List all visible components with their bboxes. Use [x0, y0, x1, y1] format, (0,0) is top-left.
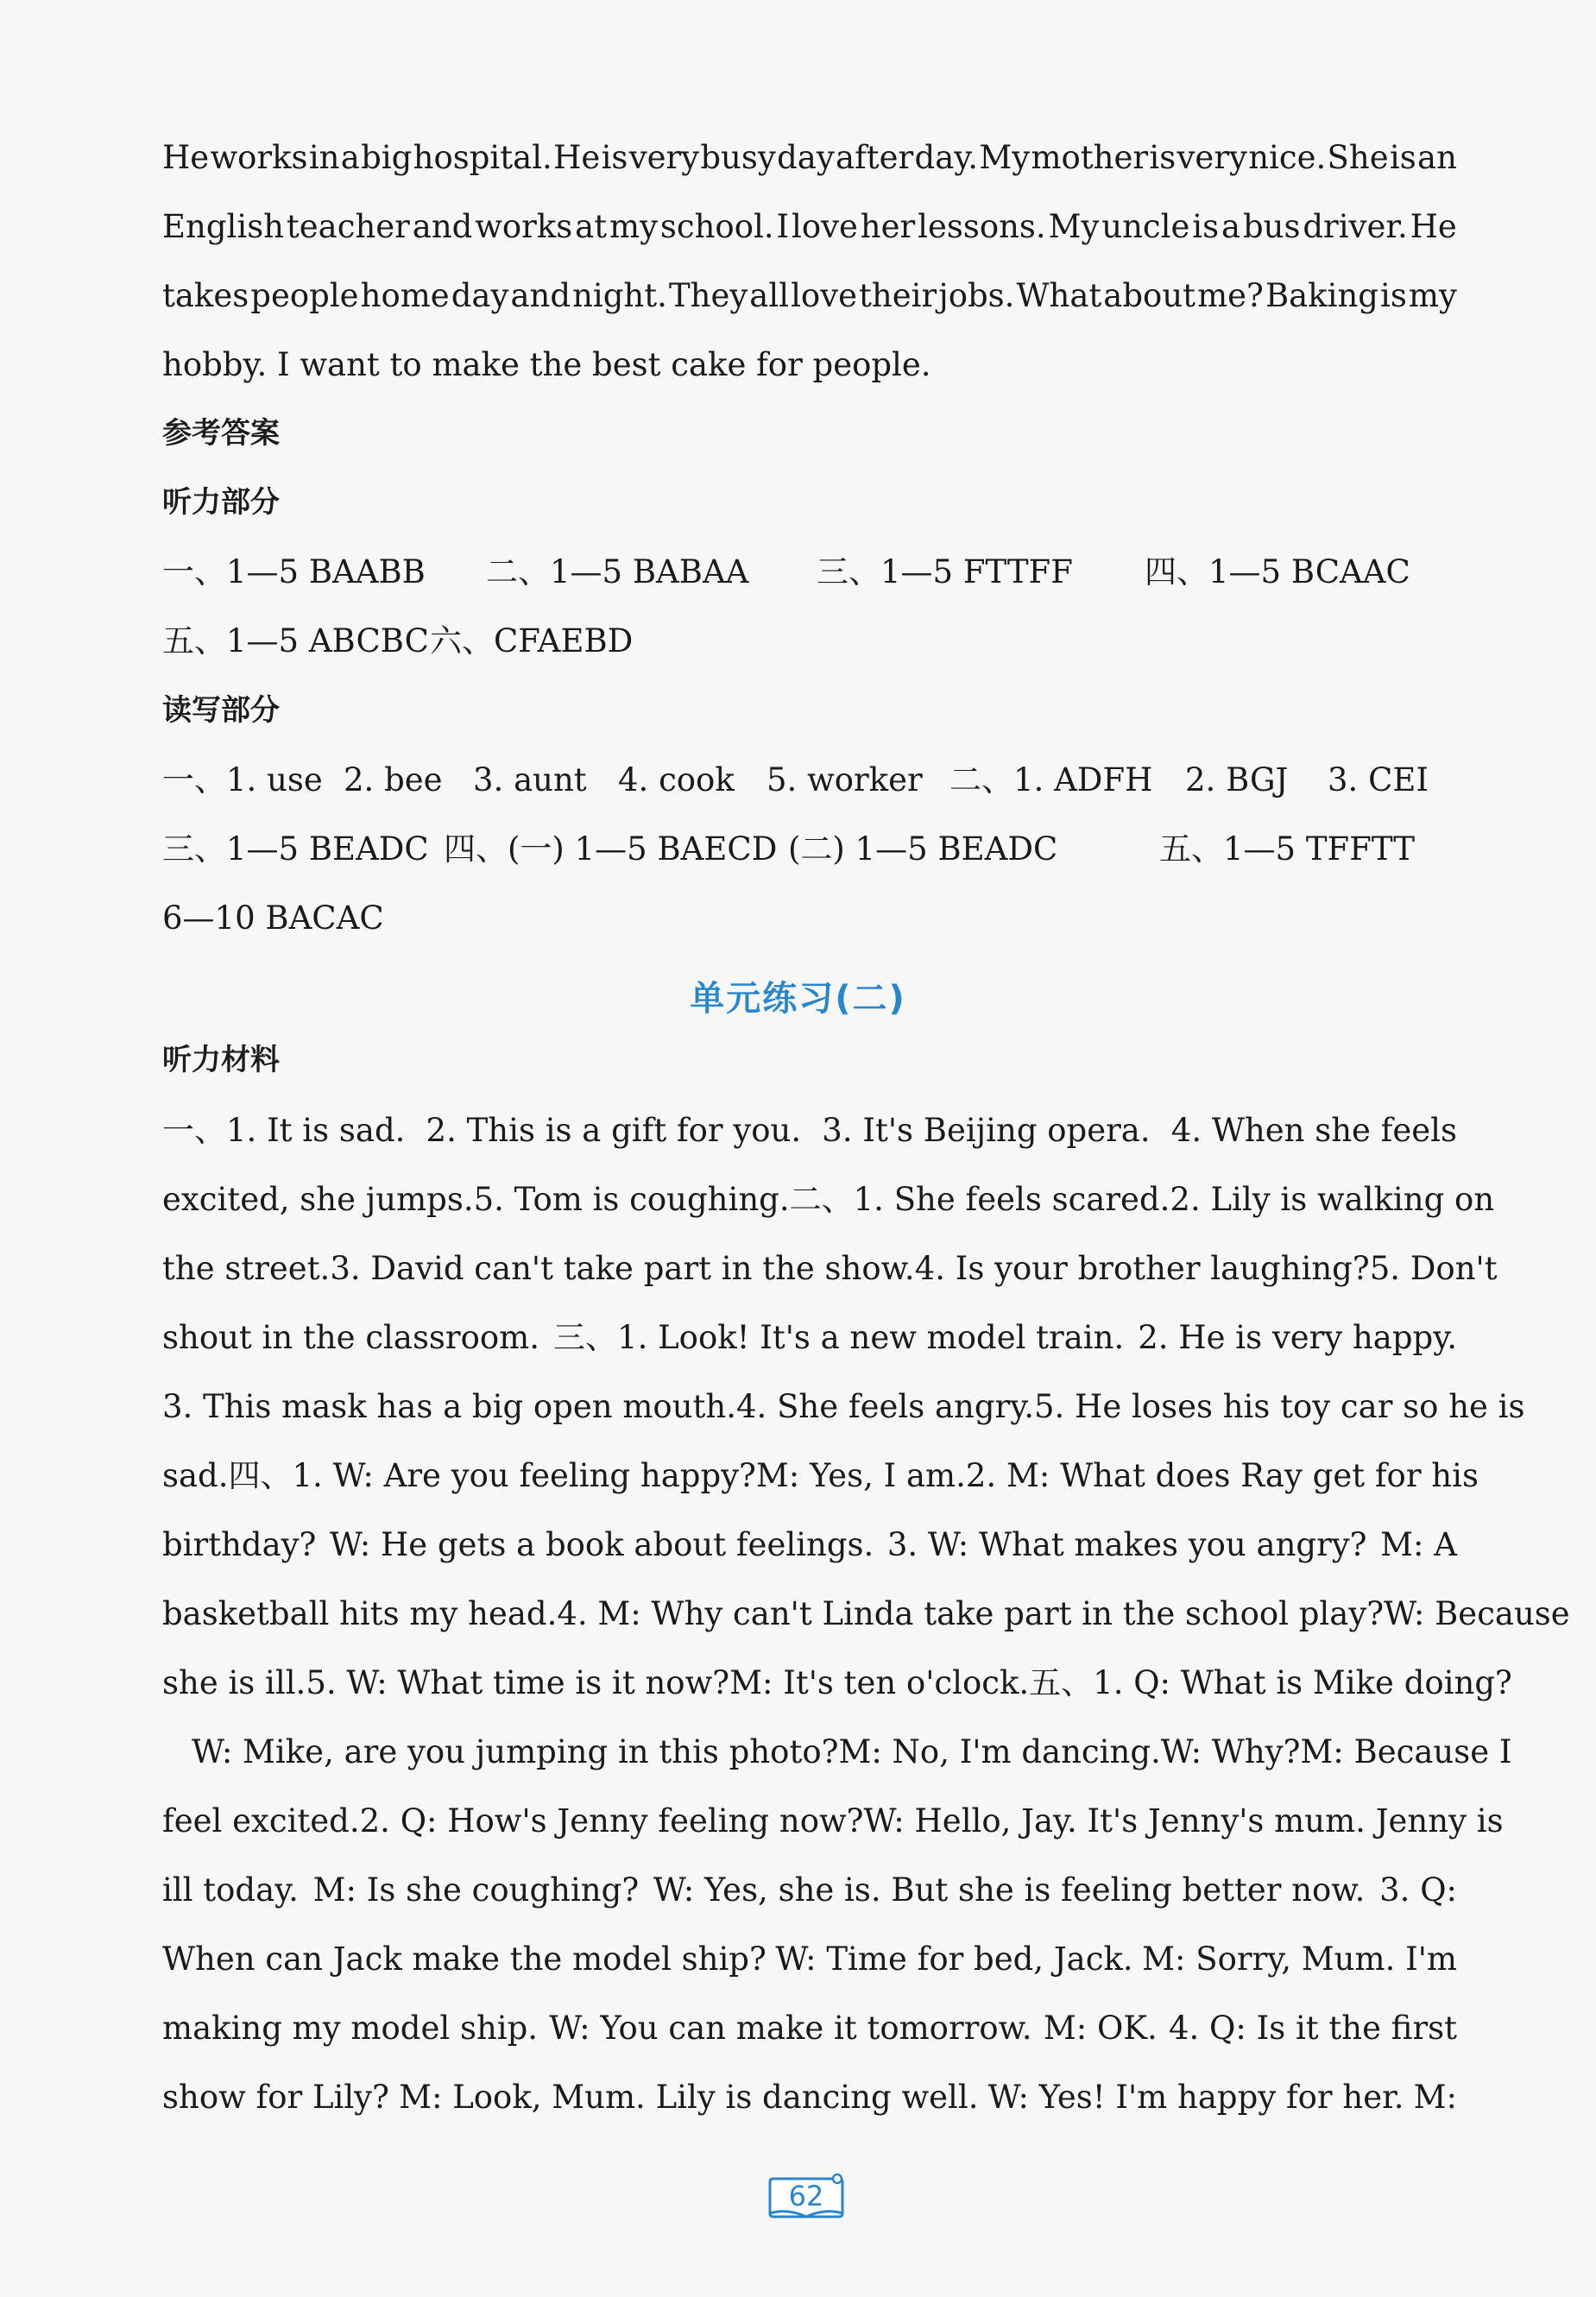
passage-word: love	[791, 277, 857, 314]
passage-word: lessons.	[918, 208, 1046, 245]
passage-word: What	[1016, 277, 1102, 314]
passage-word: English	[162, 208, 285, 245]
passage-line-2	[162, 210, 1457, 245]
rw-answer: 6—10 BACAC	[162, 899, 384, 937]
passage-word: My	[1048, 208, 1100, 245]
passage-word: They	[668, 277, 748, 314]
passage-word: in	[308, 139, 340, 176]
listening-answer: 三、1—5 FTTFF	[817, 553, 1073, 590]
material-line-12	[162, 1873, 1457, 1909]
passage-word: me?	[1197, 277, 1264, 314]
material-line-3	[162, 1250, 1498, 1287]
material-segment: M: No, I'm dancing.	[838, 1733, 1161, 1770]
passage-word: and	[412, 208, 473, 245]
passage-word: jobs.	[938, 277, 1015, 314]
listening-section-heading: 听力部分	[162, 485, 280, 520]
page-number-badge	[766, 2174, 846, 2222]
passage-word: is	[1149, 139, 1176, 176]
rw-answer: (二) 1—5 BEADC	[788, 830, 1058, 868]
passage-word: is	[601, 139, 628, 176]
material-line-1	[162, 1114, 1457, 1149]
passage-word: very	[1176, 139, 1247, 176]
passage-word: day	[777, 139, 835, 176]
passage-word: He	[553, 139, 601, 176]
passage-word: people	[250, 277, 359, 314]
passage-word: love	[791, 208, 858, 245]
material-segment: 5. He loses his toy car so he is	[1033, 1388, 1525, 1425]
rw-answer: 五、1—5 TFFTT	[1159, 830, 1415, 868]
rw-answer: 一、1. use	[162, 761, 323, 798]
listening-answer: 二、1—5 BABAA	[486, 553, 749, 590]
passage-word: after	[836, 139, 914, 176]
material-segment: 3. Q:	[1379, 1871, 1457, 1909]
passage-word: uncle	[1101, 208, 1190, 245]
material-line-6	[162, 1457, 1479, 1494]
material-line-14	[162, 2011, 1457, 2047]
passage-word: night.	[572, 277, 667, 314]
passage-word: works	[475, 208, 573, 245]
material-segment: 4. M: Why can't Linda take part in the school play?	[557, 1595, 1385, 1632]
material-segment: 四、1. W: Are you feeling happy?	[228, 1457, 756, 1494]
material-segment: M: Is she coughing?	[312, 1871, 640, 1909]
material-segment: 5. Don't	[1369, 1250, 1498, 1287]
material-segment: M: Yes, I am.	[755, 1457, 966, 1494]
passage-word: She	[1327, 139, 1389, 176]
rw-answer: 四、(一) 1—5 BAECD	[444, 830, 778, 868]
passage-word: busy	[700, 139, 776, 176]
unit-title: 单元练习(二)	[690, 979, 906, 1019]
material-segment: 4. When she feels	[1170, 1112, 1457, 1149]
passage-word: and	[510, 277, 571, 314]
passage-word: a	[340, 139, 360, 176]
passage-word: their	[859, 277, 937, 314]
passage-word: Baking	[1265, 277, 1378, 314]
material-segment: W: He gets a book about feelings.	[329, 1526, 874, 1563]
material-segment: 4. She feels angry.	[736, 1388, 1034, 1425]
material-segment: M: OK.	[1043, 2010, 1158, 2047]
passage-line-1	[162, 141, 1457, 176]
passage-word: a	[1221, 208, 1241, 245]
passage-word: driver.	[1303, 208, 1408, 245]
passage-word: He	[1410, 208, 1457, 245]
material-line-9	[162, 1664, 1512, 1701]
material-segment: 三、1. Look! It's a new model train.	[553, 1319, 1125, 1356]
listening-material-heading: 听力材料	[162, 1043, 280, 1077]
passage-word: My	[979, 139, 1031, 176]
material-segment: show for Lily?	[162, 2079, 389, 2116]
passage-word: is	[1192, 208, 1220, 245]
passage-word: day.	[914, 139, 979, 176]
material-line-11	[162, 1802, 1504, 1839]
material-segment: W: Time for bed, Jack.	[775, 1940, 1133, 1978]
material-segment: 一、1. It is sad.	[162, 1112, 406, 1149]
material-segment: feel excited.	[162, 1802, 360, 1839]
passage-word: is	[1389, 139, 1416, 176]
material-segment: W: Why?	[1160, 1733, 1301, 1770]
material-segment: 2. Lily is walking on	[1170, 1181, 1495, 1218]
rw-answer: 5. worker	[766, 761, 923, 798]
material-segment: birthday?	[162, 1526, 317, 1563]
material-segment: W: Yes, she is. But she is feeling better now.	[653, 1871, 1366, 1909]
material-segment: sad.	[162, 1457, 229, 1494]
passage-word: mother	[1031, 139, 1149, 176]
material-segment: M: A	[1380, 1526, 1457, 1563]
material-line-7	[162, 1528, 1457, 1563]
passage-word: home	[360, 277, 450, 314]
material-segment: 3. David can't take part in the show.	[330, 1250, 915, 1287]
answers-heading: 参考答案	[162, 416, 280, 451]
passage-word: teacher	[286, 208, 410, 245]
material-segment: W: Yes! I'm happy for her.	[987, 2079, 1404, 2116]
material-line-2	[162, 1181, 1495, 1218]
material-segment: 4. Q: Is it the first	[1168, 2010, 1457, 2047]
material-segment: M: Because I	[1300, 1733, 1512, 1770]
passage-word: day	[451, 277, 509, 314]
rw-answer: 2. bee	[344, 761, 443, 798]
material-segment: 二、1. She feels scared.	[789, 1181, 1170, 1218]
listening-answer: 四、1—5 BCAAC	[1145, 553, 1410, 590]
listening-answer: 六、CFAEBD	[430, 622, 634, 659]
rw-answer: 二、1. ADFH	[949, 761, 1153, 798]
listening-answer: 一、1—5 BAABB	[162, 553, 426, 590]
material-segment: W: Hello, Jay. It's Jenny's mum. Jenny is	[863, 1802, 1504, 1839]
passage-word: her	[860, 208, 916, 245]
material-segment: W: Because	[1384, 1595, 1570, 1632]
material-segment: 5. Tom is coughing.	[473, 1181, 790, 1218]
passage-word: big	[361, 139, 413, 176]
passage-word: all	[749, 277, 790, 314]
material-segment: M: Sorry, Mum. I'm	[1142, 1940, 1457, 1978]
rw-answer: 3. aunt	[473, 761, 587, 798]
material-segment: making my model ship.	[162, 2010, 539, 2047]
passage-word: at	[575, 208, 608, 245]
material-segment: M: It's ten o'clock.	[729, 1664, 1030, 1701]
rw-answer: 3. CEI	[1328, 761, 1429, 798]
material-segment: 2. Q: How's Jenny feeling now?	[359, 1802, 864, 1839]
passage-word: an	[1417, 139, 1457, 176]
material-segment: 五、1. Q: What is Mike doing?	[1029, 1664, 1512, 1701]
material-segment: W: Mike, are you jumping in this photo?	[192, 1733, 839, 1770]
rw-answer: 2. BGJ	[1185, 761, 1289, 798]
material-segment: shout in the classroom.	[162, 1319, 540, 1356]
passage-word: is	[1380, 277, 1407, 314]
material-segment: M:	[1413, 2079, 1457, 2116]
material-segment: 4. Is your brother laughing?	[914, 1250, 1370, 1287]
material-segment: 2. This is a gift for you.	[426, 1112, 802, 1149]
material-segment: 5. W: What time is it now?	[306, 1664, 730, 1701]
passage-word: He	[162, 139, 210, 176]
material-segment: 2. M: What does Ray get for his	[965, 1457, 1479, 1494]
passage-word: my	[609, 208, 658, 245]
passage-word: about	[1103, 277, 1196, 314]
listening-answer: 五、1—5 ABCBC	[162, 622, 429, 659]
passage-word: very	[628, 139, 700, 176]
passage-word: hospital.	[413, 139, 552, 176]
passage-word: I	[776, 208, 790, 245]
material-segment: M: Look, Mum. Lily is dancing well.	[399, 2079, 979, 2116]
material-line-8	[162, 1595, 1570, 1632]
material-segment: ill today.	[162, 1871, 299, 1909]
material-segment: When can Jack make the model ship?	[162, 1940, 766, 1978]
rw-answer: 4. cook	[618, 761, 735, 798]
reading-writing-section-heading: 读写部分	[162, 693, 280, 728]
passage-word: bus	[1242, 208, 1301, 245]
passage-line-3	[162, 279, 1457, 314]
rw-answer: 三、1—5 BEADC	[162, 830, 429, 868]
passage-word: school.	[659, 208, 774, 245]
material-segment: basketball hits my head.	[162, 1595, 558, 1632]
material-segment: excited, she jumps.	[162, 1181, 474, 1218]
material-segment: she is ill.	[162, 1664, 306, 1701]
passage-word: my	[1408, 277, 1457, 314]
material-segment: 2. He is very happy.	[1138, 1319, 1457, 1356]
material-line-10	[192, 1733, 1512, 1770]
passage-line-4: hobby. I want to make the best cake for people.	[162, 346, 931, 383]
material-line-4	[162, 1321, 1457, 1356]
passage-word: nice.	[1248, 139, 1327, 176]
material-segment: 3. W: What makes you angry?	[886, 1526, 1367, 1563]
material-segment: the street.	[162, 1250, 331, 1287]
material-line-13	[162, 1942, 1457, 1978]
material-line-5	[162, 1388, 1525, 1425]
passage-word: works	[210, 139, 308, 176]
passage-word: takes	[162, 277, 249, 314]
material-segment: W: You can make it tomorrow.	[549, 2010, 1032, 2047]
page-number: 62	[788, 2180, 824, 2212]
material-line-15	[162, 2080, 1457, 2116]
material-segment: 3. This mask has a big open mouth.	[162, 1388, 736, 1425]
material-segment: 3. It's Beijing opera.	[822, 1112, 1151, 1149]
